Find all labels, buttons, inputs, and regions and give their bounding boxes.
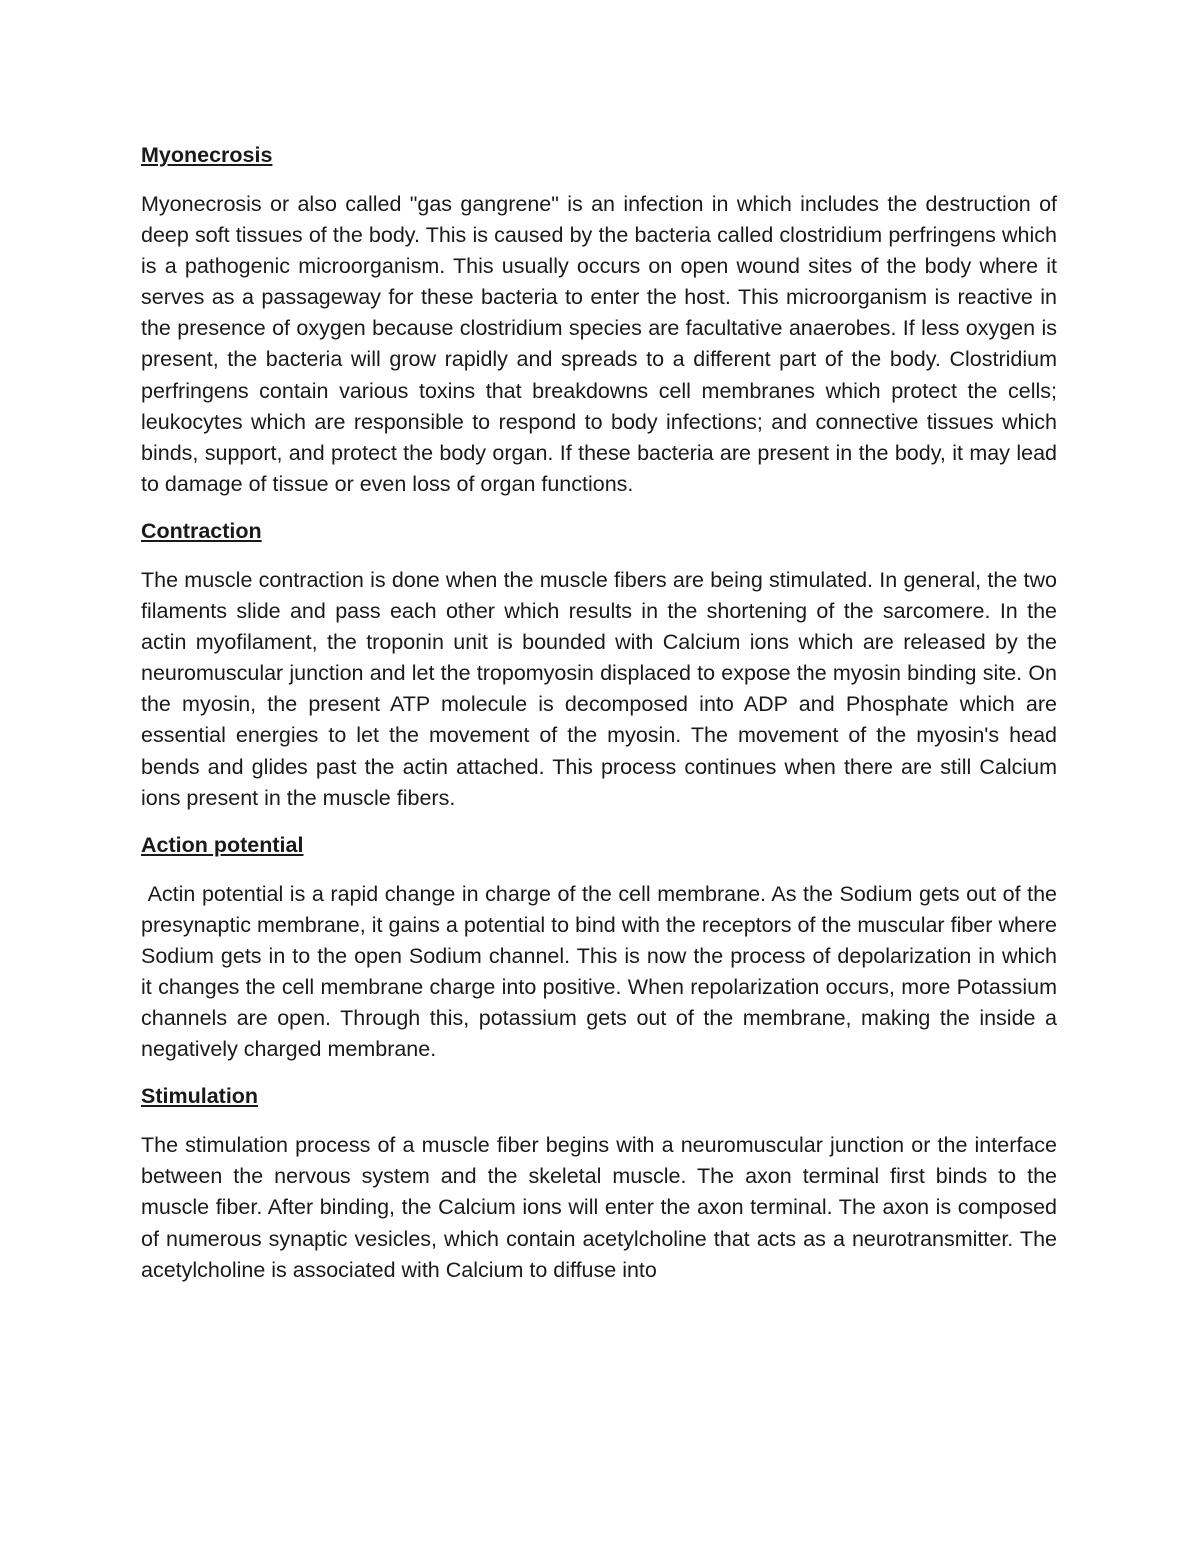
section-paragraph: The stimulation process of a muscle fiber begins with a neuromuscular junction or the interface between the nervous system and the skeletal muscle. The axon terminal first binds to the muscle fiber. After binding, the Calcium ions will enter the axon terminal. The axon is composed of numerous synaptic vesicles, which contain acetylcholine that acts as a neurotransmitter. The acetylcholine is associated with Calcium to diffuse into — [141, 1133, 1057, 1282]
section-heading: Myonecrosis — [141, 143, 273, 167]
section-heading: Contraction — [141, 518, 262, 543]
section-action-potential — [141, 830, 1063, 1066]
section-heading: Stimulation — [141, 1084, 259, 1109]
document-content — [141, 140, 1063, 1302]
section-myonecrosis — [141, 140, 1057, 500]
section-stimulation — [141, 1081, 1057, 1285]
section-contraction — [141, 516, 1057, 814]
section-paragraph: Myonecrosis or also called "gas gangrene" is an infection in which includes the destruction of deep soft tissues of the body. This is caused by the bacteria called clostridium perfringens which is a pathogenic microorganism. This usually occurs on open wound sites of the body where it serves as a passageway for these bacteria to enter the host. This microorganism is reactive in the presence of oxygen because clostridium species are facultative anaerobes. If less oxygen is present, the bacteria will grow rapidly and spreads to a different part of the body. Clostridium perfringens contain various toxins that breakdowns cell membranes which protect the cells; leukocytes which are responsible to respond to body infections; and connective tissues which binds, support, and protect the body organ. If these bacteria are present in the body, it may lead to damage of tissue or even loss of organ functions. — [141, 192, 1057, 496]
section-heading: Action potential — [141, 832, 304, 857]
section-paragraph: The muscle contraction is done when the muscle fibers are being stimulated. In general, the two filaments slide and pass each other which results in the shortening of the sarcomere. In the actin myofilament, the troponin unit is bounded with Calcium ions which are released by the neuromuscular junction and let the tropomyosin displaced to expose the myosin binding site. On the myosin, the present ATP molecule is decomposed into ADP and Phosphate which are essential energies to let the movement of the myosin. The movement of the myosin's head bends and glides past the actin attached. This process continues when there are still Calcium ions present in the muscle fibers. — [141, 567, 1057, 810]
section-paragraph: Actin potential is a rapid change in charge of the cell membrane. As the Sodium gets out of the presynaptic membrane, it gains a potential to bind with the receptors of the muscular fiber where Sodium gets in to the open Sodium channel. This is now the process of depolarization in which it changes the cell membrane charge into positive. When repolarization occurs, more Potassium channels are open. Through this, potassium gets out of the membrane, making the inside a negatively charged membrane. — [141, 881, 1063, 1062]
